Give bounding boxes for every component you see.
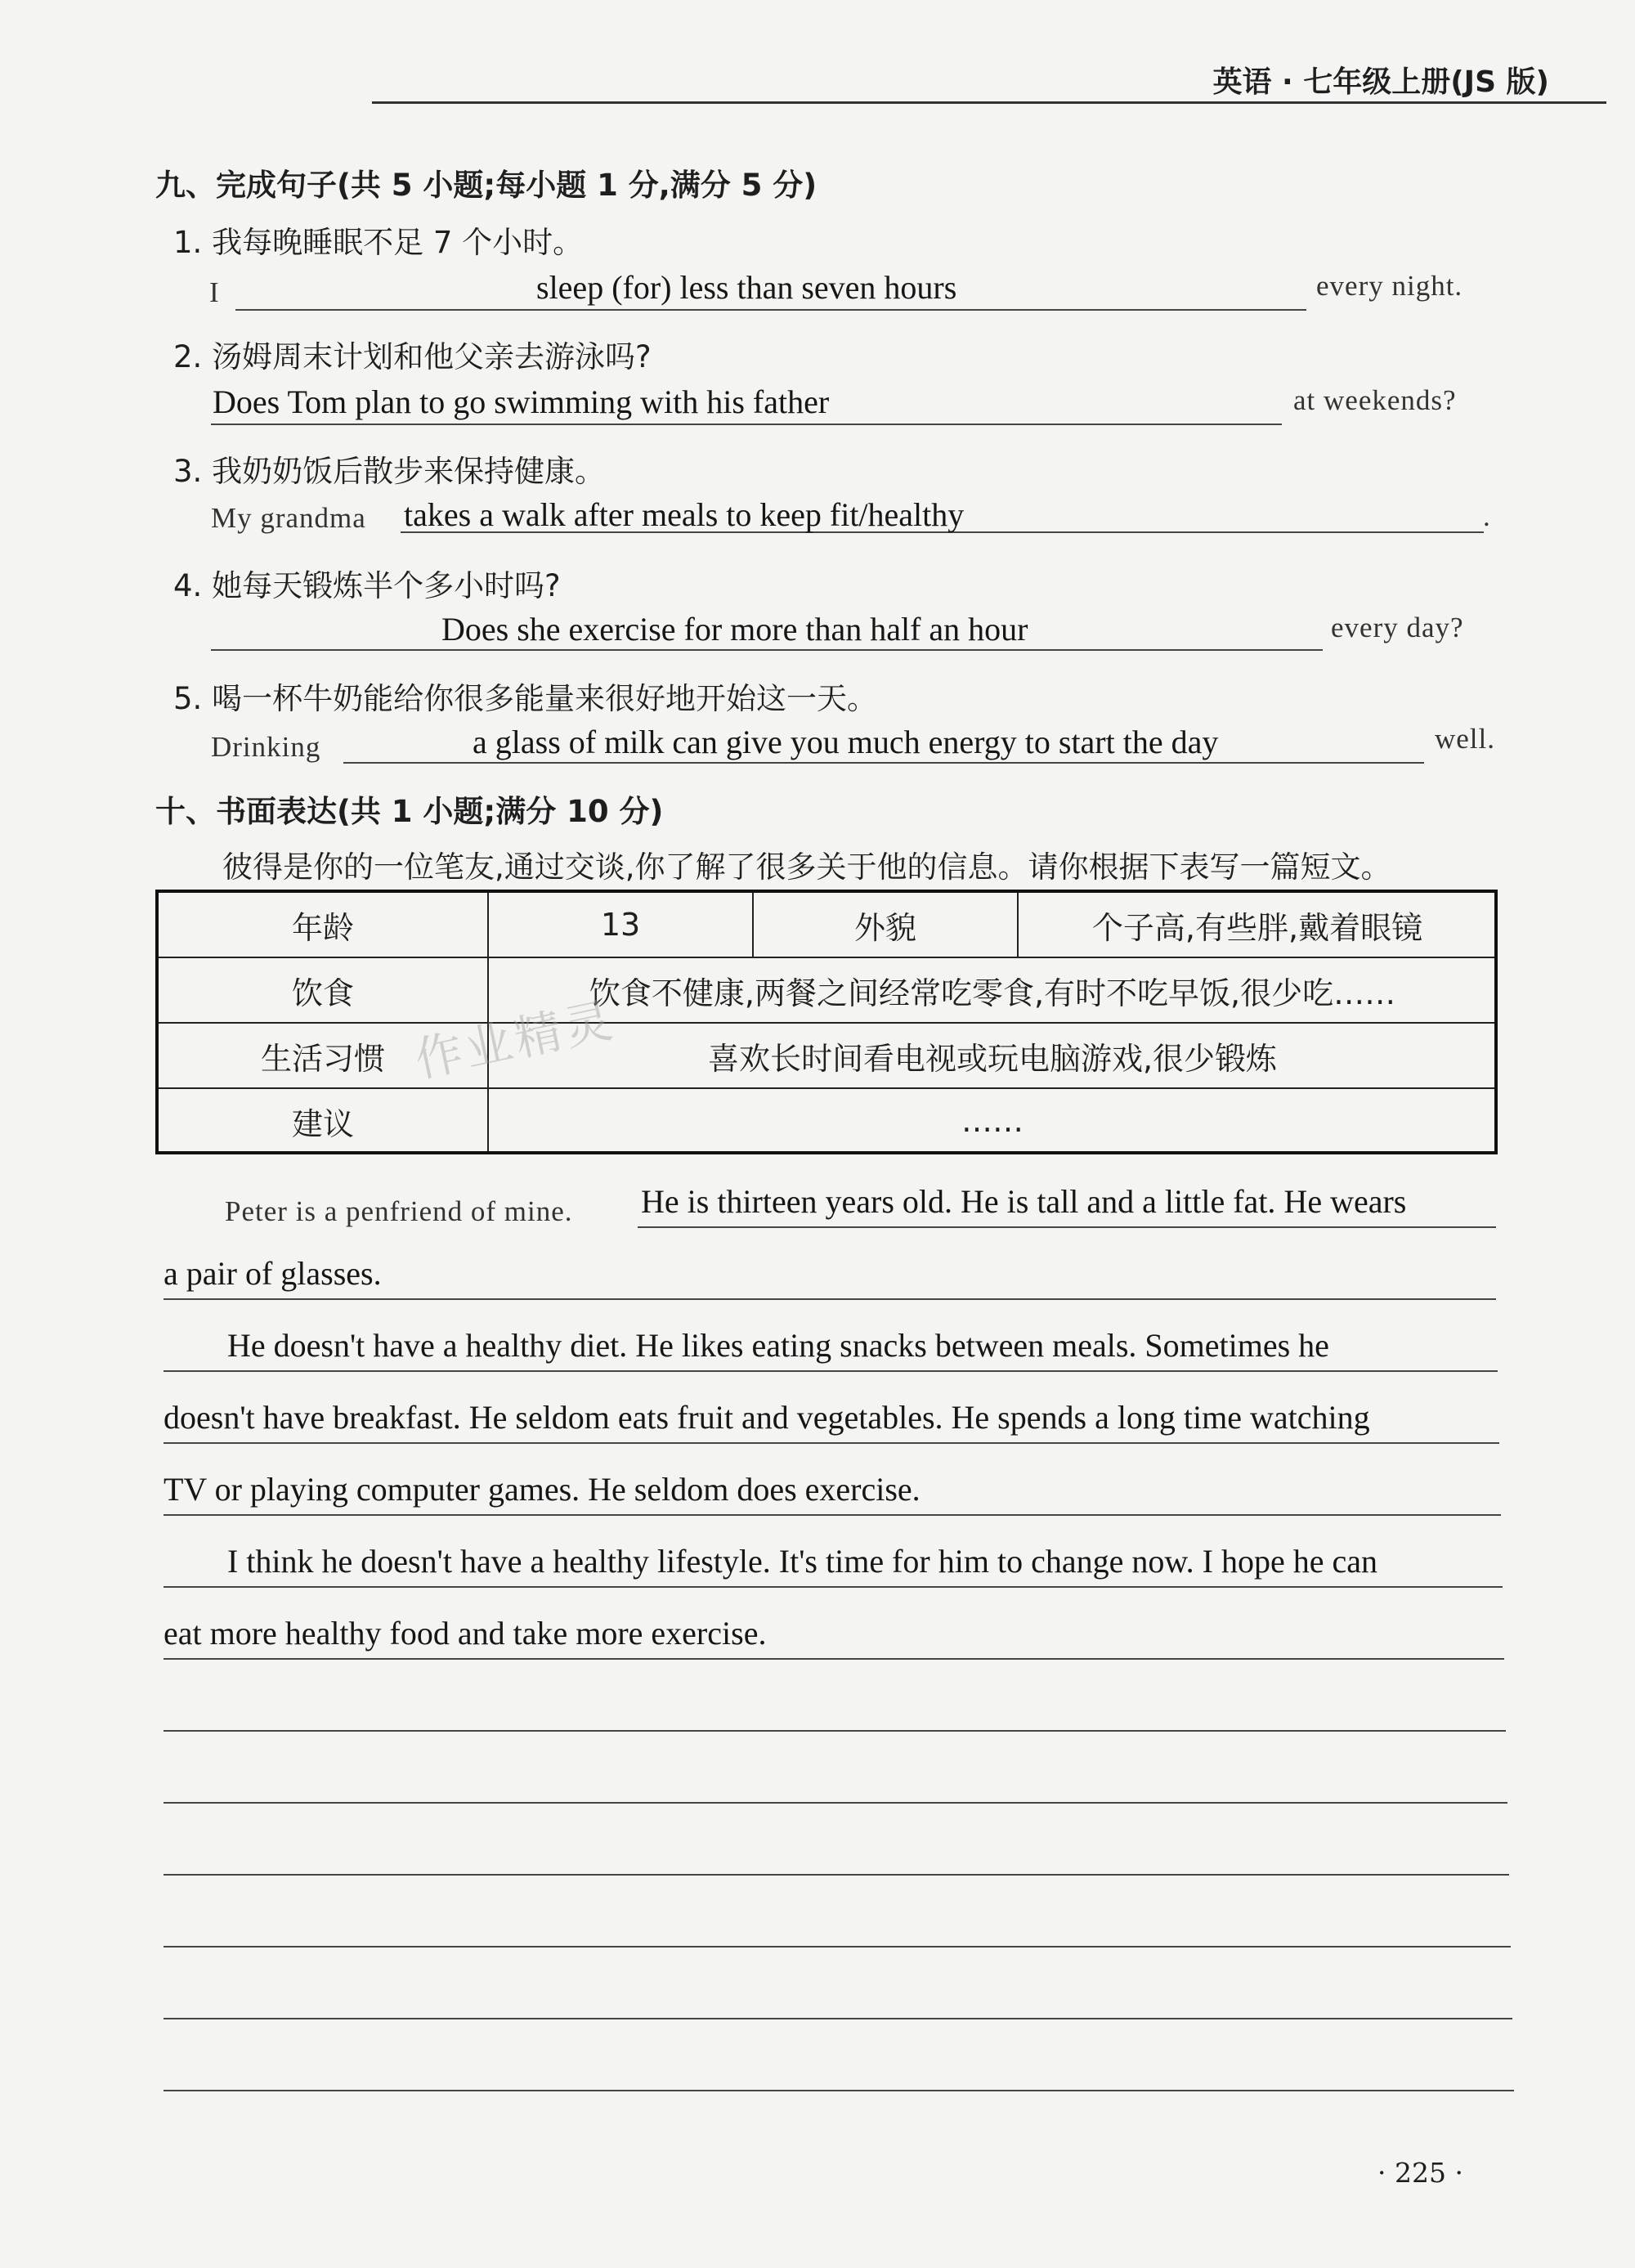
- writing-line: [164, 1586, 1503, 1588]
- item-3-prefix: My grandma: [211, 502, 366, 534]
- cell-appearance: 个子高,有些胖,戴着眼镜: [1018, 892, 1497, 957]
- info-table: [157, 891, 1498, 1154]
- writing-line: [164, 1442, 1499, 1444]
- item-2-suffix: at weekends?: [1293, 384, 1457, 416]
- item-5-prefix: Drinking: [211, 731, 321, 763]
- table-row: [158, 1088, 1497, 1154]
- table-row: [158, 892, 1497, 957]
- writing-line: [164, 1514, 1501, 1516]
- answer-line: [211, 424, 1282, 425]
- cell-age: 13: [488, 892, 753, 957]
- watermark: 作业精灵: [410, 991, 620, 1088]
- essay-starter: Peter is a penfriend of mine.: [225, 1195, 573, 1227]
- book-title: 英语 · 七年级上册(JS 版): [1212, 65, 1549, 99]
- essay-line: a pair of glasses.: [164, 1255, 382, 1292]
- essay-line: TV or playing computer games. He seldom does exercise.: [164, 1471, 921, 1508]
- writing-line: [164, 1298, 1496, 1300]
- section-9-title: 九、完成句子(共 5 小题;每小题 1 分,满分 5 分): [155, 168, 818, 203]
- writing-line: [164, 1658, 1504, 1660]
- item-5-answer: a glass of milk can give you much energy to start the day: [473, 724, 1219, 760]
- cell-diet: 饮食不健康,两餐之间经常吃零食,有时不吃早饭,很少吃……: [488, 957, 1497, 1023]
- table-row: [158, 1023, 1497, 1088]
- item-5-chinese: 5. 喝一杯牛奶能给你很多能量来很好地开始这一天。: [173, 681, 878, 716]
- cell-label-diet: 饮食: [158, 957, 488, 1023]
- item-3-chinese: 3. 我奶奶饭后散步来保持健康。: [173, 454, 606, 489]
- item-4-chinese: 4. 她每天锻炼半个多小时吗?: [173, 568, 561, 603]
- essay-line: He is thirteen years old. He is tall and a little fat. He wears: [641, 1183, 1407, 1220]
- cell-label-age: 年龄: [158, 892, 488, 957]
- writing-line: [164, 1946, 1511, 1948]
- cell-label-appearance: 外貌: [753, 892, 1018, 957]
- cell-habits: 喜欢长时间看电视或玩电脑游戏,很少锻炼: [488, 1023, 1497, 1088]
- writing-line: [164, 1802, 1507, 1804]
- item-2-chinese: 2. 汤姆周末计划和他父亲去游泳吗?: [173, 339, 652, 374]
- writing-line: [164, 2090, 1514, 2091]
- writing-line: [164, 1370, 1498, 1372]
- writing-line: [164, 1874, 1509, 1876]
- answer-line: [211, 649, 1323, 651]
- item-1-suffix: every night.: [1316, 270, 1463, 302]
- table-row: [158, 957, 1497, 1023]
- writing-line: [164, 2018, 1512, 2019]
- writing-line: [638, 1226, 1496, 1228]
- item-5-suffix: well.: [1435, 723, 1496, 755]
- item-2-answer: Does Tom plan to go swimming with his father: [213, 383, 830, 420]
- page-number: · 225 ·: [1377, 2157, 1463, 2189]
- answer-line: [235, 309, 1306, 311]
- section-10-title: 十、书面表达(共 1 小题;满分 10 分): [155, 794, 664, 829]
- cell-advice: ……: [488, 1088, 1497, 1154]
- cell-label-habits: 生活习惯: [158, 1023, 488, 1088]
- writing-line: [164, 1730, 1506, 1732]
- section-10-instruction: 彼得是你的一位笔友,通过交谈,你了解了很多关于他的信息。请你根据下表写一篇短文。: [222, 849, 1391, 885]
- cell-label-advice: 建议: [158, 1088, 488, 1154]
- essay-line: eat more healthy food and take more exercise.: [164, 1615, 767, 1652]
- item-1-chinese: 1. 我每晚睡眠不足 7 个小时。: [173, 225, 584, 260]
- item-1-answer: sleep (for) less than seven hours: [536, 269, 957, 306]
- essay-line: He doesn't have a healthy diet. He likes eating snacks between meals. Sometimes he: [227, 1327, 1329, 1364]
- answer-line: [343, 762, 1424, 764]
- essay-line: doesn't have breakfast. He seldom eats fruit and vegetables. He spends a long time watching: [164, 1399, 1370, 1436]
- item-4-suffix: every day?: [1331, 612, 1464, 643]
- header-rule: [372, 101, 1606, 104]
- item-4-answer: Does she exercise for more than half an hour: [441, 611, 1028, 648]
- item-1-prefix: I: [209, 276, 220, 308]
- item-3-suffix: .: [1483, 500, 1491, 532]
- item-3-answer: takes a walk after meals to keep fit/healthy: [404, 496, 965, 533]
- essay-line: I think he doesn't have a healthy lifestyle. It's time for him to change now. I hope he can: [227, 1543, 1377, 1580]
